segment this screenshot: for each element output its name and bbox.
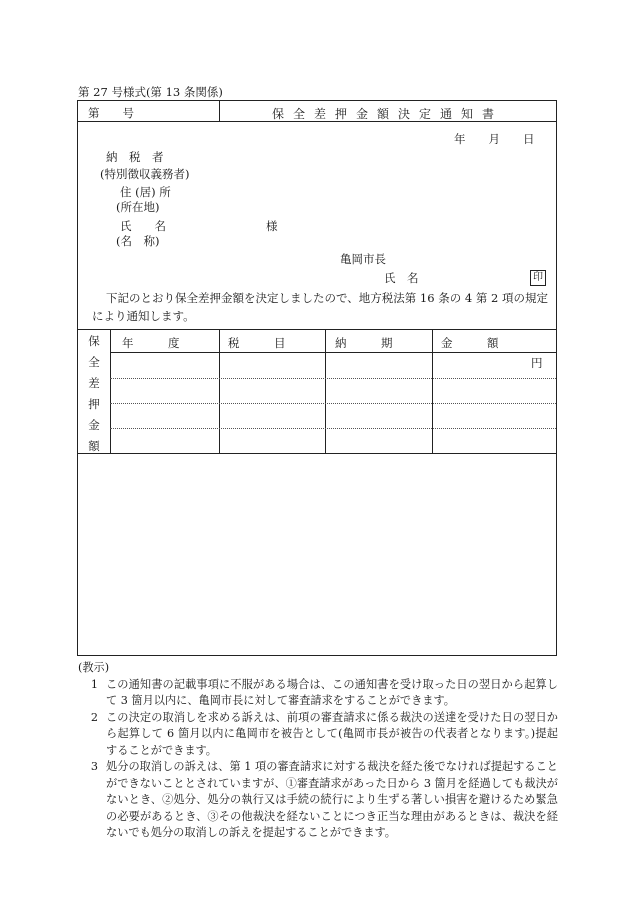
- column-header-amount: 金 額: [441, 336, 499, 350]
- side-label-char: 押: [88, 397, 100, 411]
- address-label: 住 (居) 所: [120, 185, 171, 199]
- honorific: 様: [266, 219, 278, 233]
- special-collection-label: (特別徴収義務者): [100, 167, 190, 181]
- document-number-label: 第 号: [88, 106, 134, 120]
- sender-name-label: 氏 名: [384, 271, 419, 285]
- document-title: 保全差押金額決定通知書: [271, 107, 503, 121]
- name-label: 氏 名: [120, 219, 166, 233]
- column-divider-1: [219, 329, 220, 453]
- side-label-char: 全: [88, 355, 100, 369]
- notice-text-line2: により通知します。: [92, 309, 195, 323]
- instruction-item: [78, 759, 558, 842]
- instructions: [78, 660, 558, 842]
- amount-unit: 円: [531, 356, 543, 370]
- instruction-text: この通知書の記載事項に不服がある場合は、この通知書を受け取った日の翌日から起算して 3 箇月以内に、亀岡市長に対して審査請求をすることができます。: [106, 677, 558, 707]
- table-row-divider: [110, 403, 556, 404]
- column-header-fiscal-year: 年 度: [122, 336, 180, 350]
- side-label-char: 差: [88, 376, 100, 390]
- instruction-item: [78, 677, 558, 710]
- side-label-char: 額: [88, 439, 100, 453]
- table-bottom-border: [78, 453, 556, 454]
- location-label: (所在地): [116, 200, 160, 214]
- instruction-item: [78, 710, 558, 760]
- form-id: 第 27 号様式(第 13 条関係): [78, 85, 223, 99]
- header-row: [78, 101, 556, 122]
- table-top-border: [78, 329, 556, 330]
- column-header-due-period: 納 期: [335, 336, 393, 350]
- side-label-divider: [110, 329, 111, 453]
- notice-form: [77, 100, 557, 656]
- instruction-number: 2: [90, 710, 98, 724]
- notice-text-line1: 下記のとおり保全差押金額を決定しましたので、地方税法第 16 条の 4 第 2 項の規定: [106, 291, 548, 305]
- table-row-divider: [110, 428, 556, 429]
- seal-icon: 印: [530, 270, 546, 286]
- side-label-char: 金: [88, 418, 100, 432]
- title-name-label: (名 称): [116, 234, 160, 248]
- instruction-text: 処分の取消しの訴えは、第 1 項の審査請求に対する裁決を経た後でなければ提起することができないこととされていますが、①審査請求があった日から 3 箇月を経過しても裁決がないとき、②処分、処分の執行又は手続の続行により生ずる著しい損害を避けるため緊急の必要があるとき、③その他裁決を経ないことにつき正当な理由があるときは、裁決を経ないでも処分の取消しの訴えを提起することができます。: [106, 760, 558, 839]
- sender-office: 亀岡市長: [340, 252, 386, 266]
- date-label: 年 月 日: [454, 132, 535, 146]
- taxpayer-label: 納 税 者: [106, 150, 164, 164]
- instruction-number: 1: [90, 677, 98, 691]
- instruction-number: 3: [90, 760, 98, 773]
- instruction-text: この決定の取消しを求める訴えは、前項の審査請求に係る裁決の送達を受けた日の翌日から起算して 6 箇月以内に亀岡市を被告として(亀岡市長が被告の代表者となります。)提起することができます。: [106, 710, 558, 757]
- instructions-heading: (教示): [78, 661, 110, 674]
- column-divider-3: [432, 329, 433, 453]
- table-row-divider: [110, 378, 556, 379]
- column-header-tax-item: 税 目: [228, 336, 286, 350]
- side-label-char: 保: [88, 334, 100, 348]
- column-divider-2: [325, 329, 326, 453]
- table-header-border: [110, 352, 556, 353]
